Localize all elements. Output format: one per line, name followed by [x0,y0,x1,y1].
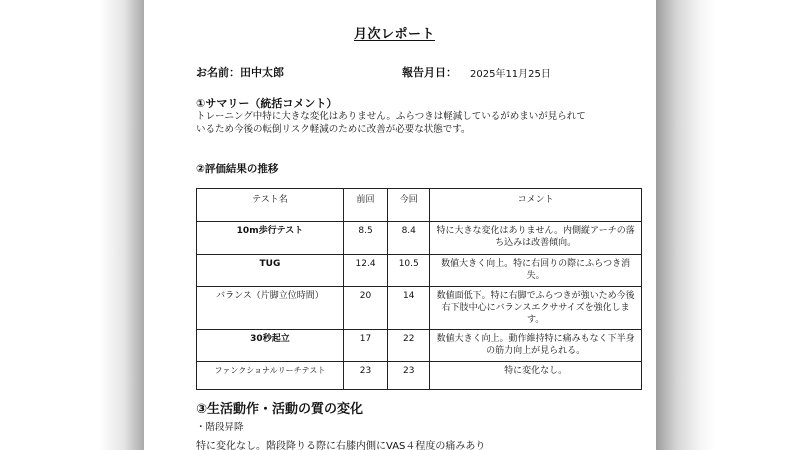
comment-cell: 数値大きく向上。動作維持特に痛みもなく下半身の筋力向上が見られる。 [430,330,642,362]
document-page [144,0,656,450]
current-value-cell: 22 [388,330,430,362]
current-value-cell: 8.4 [388,222,430,255]
report-date-label: 報告月日： [402,66,457,79]
table-row [197,362,642,390]
name-value: 田中太郎 [240,66,284,79]
previous-value-cell: 23 [343,362,387,390]
summary-line: トレーニング中特に大きな変化はありません。ふらつきは軽減しているがめまいが見られて [196,111,586,122]
table-row [197,222,642,255]
current-value-cell: 14 [388,287,430,330]
current-value-cell: 10.5 [388,255,430,287]
comment-cell: 数値面低下。特に右脚でふらつきが強いため今後右下肢中心にバランスエクササイズを強化します。 [430,287,642,330]
previous-value-cell: 20 [343,287,387,330]
evaluation-heading: ②評価結果の推移 [196,163,279,175]
comment-cell: 数値大きく向上。特に右回りの際にふらつき消失。 [430,255,642,287]
table-row [197,287,642,330]
column-header-comment: コメント [430,189,642,222]
test-name-cell: TUG [197,255,344,287]
comment-cell: 特に大きな変化はありません。内側縦アーチの落ち込みは改善傾向。 [430,222,642,255]
table-row [197,255,642,287]
previous-value-cell: 8.5 [343,222,387,255]
column-header-current: 今回 [388,189,430,222]
page-shadow-left [100,0,144,450]
summary-line: いるため今後の転倒リスク軽減のために改善が必要な状態です。 [196,124,471,135]
summary-heading: ①サマリー（統括コメント） [196,97,338,110]
test-name-cell: バランス（片脚立位時間） [197,287,344,330]
name-label: お名前： [196,66,240,79]
patient-name [196,64,284,80]
table-header-row [197,189,642,222]
daily-activity-subheading: ・階段昇降 [196,422,244,433]
table-row [197,330,642,362]
evaluation-table [196,188,642,390]
current-value-cell: 23 [388,362,430,390]
page-title: 月次レポート [354,27,436,42]
daily-activity-heading: ③生活動作・活動の質の変化 [196,402,364,417]
report-date-value: 2025年11月25日 [470,69,551,80]
daily-activity-body: 特に変化なし。階段降りる際に右膝内側にVAS４程度の痛みあり [196,441,486,450]
test-name-cell: 30秒起立 [197,330,344,362]
summary-body [196,110,616,136]
test-name-cell: 10m歩行テスト [197,222,344,255]
previous-value-cell: 17 [343,330,387,362]
column-header-test-name: テスト名 [197,189,344,222]
test-name-cell: ファンクショナルリーチテスト [197,362,344,390]
previous-value-cell: 12.4 [343,255,387,287]
comment-cell: 特に変化なし。 [430,362,642,390]
page-shadow-right [656,0,716,450]
column-header-previous: 前回 [343,189,387,222]
